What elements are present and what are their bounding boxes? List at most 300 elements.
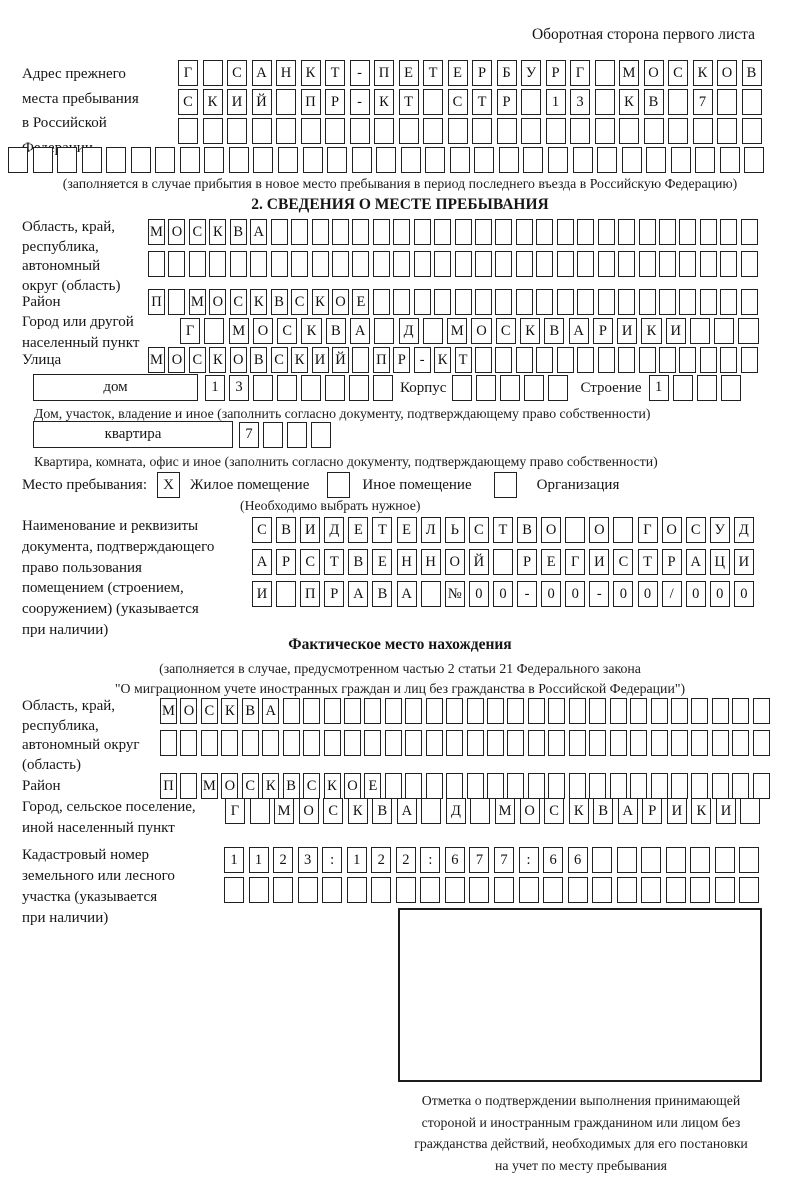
s2-rayon-label: Район xyxy=(22,294,61,310)
char-cell: 0 xyxy=(638,581,658,607)
char-cell: К xyxy=(569,798,589,824)
label-line: республика, xyxy=(22,717,99,734)
cadastral-label xyxy=(22,845,222,929)
char-cell xyxy=(700,289,717,315)
char-cell: М xyxy=(189,289,206,315)
char-cell xyxy=(495,289,512,315)
char-cell: В xyxy=(348,549,368,575)
char-cell: Й xyxy=(332,347,349,373)
char-cell xyxy=(577,251,594,277)
char-cell xyxy=(651,730,668,756)
korpus-grid xyxy=(452,375,568,401)
label-line: автономный округ xyxy=(22,737,140,753)
char-cell xyxy=(82,147,102,173)
char-cell xyxy=(230,251,247,277)
char-cell xyxy=(617,877,637,903)
char-cell: И xyxy=(617,318,637,344)
char-cell xyxy=(639,347,656,373)
char-cell xyxy=(467,698,484,724)
char-cell xyxy=(352,251,369,277)
char-cell xyxy=(474,147,494,173)
char-cell: Т xyxy=(324,549,344,575)
char-cell xyxy=(715,877,735,903)
section3-title: Фактическое место нахождения xyxy=(288,636,512,653)
char-cell xyxy=(744,147,764,173)
char-cell xyxy=(639,251,656,277)
label-line: Область, край, xyxy=(22,219,116,235)
char-cell xyxy=(690,318,710,344)
char-cell: С xyxy=(668,60,688,86)
char-cell xyxy=(753,730,770,756)
char-cell xyxy=(476,375,496,401)
char-cell xyxy=(324,730,341,756)
char-cell xyxy=(494,877,514,903)
char-cell xyxy=(679,219,696,245)
char-cell xyxy=(426,698,443,724)
char-cell: Й xyxy=(469,549,489,575)
char-cell: И xyxy=(716,798,736,824)
char-cell xyxy=(168,251,185,277)
char-cell xyxy=(301,375,321,401)
label-line: при наличии) xyxy=(22,621,109,638)
label-line: при наличии) xyxy=(22,910,109,926)
char-row xyxy=(178,89,762,115)
char-cell: О xyxy=(717,60,737,86)
prev-address-overflow-grid xyxy=(8,147,764,173)
char-cell: О xyxy=(332,289,349,315)
char-cell xyxy=(568,877,588,903)
label-line: Город, сельское поселение, xyxy=(22,799,196,815)
char-cell: Т xyxy=(455,347,472,373)
char-cell xyxy=(455,219,472,245)
label-line: республика, xyxy=(22,238,99,255)
char-cell xyxy=(690,877,710,903)
char-cell: А xyxy=(252,60,272,86)
char-cell xyxy=(598,251,615,277)
char-cell xyxy=(393,251,410,277)
char-cell: Д xyxy=(324,517,344,543)
char-cell xyxy=(487,730,504,756)
char-cell xyxy=(651,698,668,724)
section2-title: 2. СВЕДЕНИЯ О МЕСТЕ ПРЕБЫВАНИЯ xyxy=(251,196,549,213)
char-cell xyxy=(738,318,758,344)
char-cell: С xyxy=(227,60,247,86)
char-cell xyxy=(291,251,308,277)
char-cell xyxy=(507,773,524,799)
char-cell: И xyxy=(227,89,247,115)
char-cell: С xyxy=(178,89,198,115)
house-box: дом xyxy=(33,374,198,401)
char-cell xyxy=(371,877,391,903)
char-cell xyxy=(595,60,615,86)
char-cell xyxy=(659,251,676,277)
char-cell xyxy=(516,251,533,277)
char-cell: С xyxy=(201,698,218,724)
char-row xyxy=(178,118,762,144)
char-cell: К xyxy=(291,347,308,373)
stay-type-row xyxy=(22,472,619,498)
char-cell xyxy=(639,219,656,245)
char-row xyxy=(224,877,759,903)
char-cell xyxy=(521,89,541,115)
char-row xyxy=(452,375,568,401)
char-cell: 0 xyxy=(613,581,633,607)
char-cell xyxy=(497,118,517,144)
char-cell xyxy=(487,698,504,724)
char-cell: Т xyxy=(372,517,392,543)
char-cell xyxy=(373,375,393,401)
char-cell xyxy=(385,698,402,724)
char-cell xyxy=(396,877,416,903)
char-cell xyxy=(598,219,615,245)
char-cell: В xyxy=(230,219,247,245)
char-cell xyxy=(271,219,288,245)
char-cell xyxy=(597,147,617,173)
char-cell xyxy=(548,773,565,799)
char-cell: В xyxy=(372,581,392,607)
label-line: Наименование и реквизиты xyxy=(22,518,199,534)
char-cell: С xyxy=(496,318,516,344)
char-row xyxy=(252,549,754,575)
char-cell: Т xyxy=(399,89,419,115)
char-cell xyxy=(364,730,381,756)
char-cell: Е xyxy=(364,773,381,799)
char-cell xyxy=(276,89,296,115)
s3-gorod-grid xyxy=(225,798,760,824)
char-cell xyxy=(324,698,341,724)
char-cell: - xyxy=(350,60,370,86)
char-cell xyxy=(720,219,737,245)
char-cell xyxy=(421,798,441,824)
char-row xyxy=(649,375,741,401)
char-cell xyxy=(434,251,451,277)
char-cell xyxy=(695,147,715,173)
char-cell: Л xyxy=(421,517,441,543)
char-cell: Е xyxy=(397,517,417,543)
label-line: на учет по месту пребывания xyxy=(495,1157,667,1173)
char-cell: О xyxy=(471,318,491,344)
char-row xyxy=(205,375,393,401)
char-cell xyxy=(249,877,269,903)
char-cell xyxy=(666,847,686,873)
s2-street-label: Улица xyxy=(22,352,62,368)
char-cell xyxy=(312,219,329,245)
char-cell: П xyxy=(374,60,394,86)
char-cell xyxy=(277,375,297,401)
char-cell xyxy=(446,730,463,756)
char-cell: 1 xyxy=(546,89,566,115)
label-line: автономный xyxy=(22,258,101,274)
char-cell xyxy=(327,147,347,173)
char-cell xyxy=(405,698,422,724)
char-row xyxy=(160,773,770,799)
char-cell: К xyxy=(374,89,394,115)
prev-address-grid xyxy=(178,60,762,144)
char-cell xyxy=(57,147,77,173)
char-cell xyxy=(617,847,637,873)
char-cell xyxy=(536,289,553,315)
char-cell xyxy=(301,118,321,144)
label-line: (заполняется в случае, предусмотренном частью 2 статьи 21 Федерального закона xyxy=(159,661,641,676)
char-cell: 7 xyxy=(469,847,489,873)
char-cell: О xyxy=(662,517,682,543)
char-cell: А xyxy=(618,798,638,824)
char-cell xyxy=(414,251,431,277)
char-cell: Н xyxy=(421,549,441,575)
char-cell xyxy=(393,289,410,315)
char-cell xyxy=(673,375,693,401)
char-cell: Р xyxy=(593,318,613,344)
char-cell: П xyxy=(160,773,177,799)
char-cell xyxy=(613,517,633,543)
char-cell: С xyxy=(686,517,706,543)
char-cell: О xyxy=(209,289,226,315)
char-cell xyxy=(364,698,381,724)
char-cell: М xyxy=(447,318,467,344)
char-cell xyxy=(250,798,270,824)
char-cell: Е xyxy=(352,289,369,315)
char-row xyxy=(180,318,759,344)
char-cell xyxy=(720,147,740,173)
char-cell: В xyxy=(242,698,259,724)
char-cell xyxy=(446,698,463,724)
char-cell: В xyxy=(593,798,613,824)
char-cell xyxy=(569,773,586,799)
char-cell xyxy=(180,773,197,799)
char-cell: 2 xyxy=(273,847,293,873)
char-row xyxy=(148,251,758,277)
char-cell xyxy=(569,698,586,724)
char-cell xyxy=(741,251,758,277)
char-cell xyxy=(250,251,267,277)
char-cell xyxy=(423,89,443,115)
char-cell: : xyxy=(420,847,440,873)
char-cell xyxy=(741,289,758,315)
char-cell: К xyxy=(203,89,223,115)
char-cell xyxy=(671,730,688,756)
char-cell: С xyxy=(277,318,297,344)
char-cell: В xyxy=(326,318,346,344)
char-cell xyxy=(528,773,545,799)
char-cell xyxy=(291,219,308,245)
char-cell: К xyxy=(693,60,713,86)
char-cell xyxy=(487,773,504,799)
char-cell xyxy=(373,251,390,277)
char-cell: - xyxy=(517,581,537,607)
char-cell: Р xyxy=(517,549,537,575)
char-cell: Ц xyxy=(710,549,730,575)
char-cell: С xyxy=(230,289,247,315)
char-cell: И xyxy=(666,318,686,344)
label-line: населенный пункт xyxy=(22,335,140,351)
char-cell xyxy=(106,147,126,173)
char-cell: 1 xyxy=(347,847,367,873)
char-cell xyxy=(697,375,717,401)
char-cell: С xyxy=(271,347,288,373)
char-cell xyxy=(344,730,361,756)
label-line: "О миграционном учете иностранных граждан и лиц без гражданства в Российской Федерации") xyxy=(114,681,686,696)
char-cell xyxy=(516,289,533,315)
char-cell: М xyxy=(495,798,515,824)
char-cell xyxy=(155,147,175,173)
char-cell xyxy=(421,581,441,607)
char-cell xyxy=(278,147,298,173)
char-cell: 7 xyxy=(239,422,259,448)
char-cell xyxy=(671,698,688,724)
residential-label: Жилое помещение xyxy=(190,477,310,493)
char-cell xyxy=(426,773,443,799)
char-cell xyxy=(548,730,565,756)
char-cell: К xyxy=(262,773,279,799)
char-cell: М xyxy=(148,347,165,373)
char-cell xyxy=(712,698,729,724)
char-cell: - xyxy=(350,89,370,115)
char-cell xyxy=(276,581,296,607)
apartment-row xyxy=(33,421,331,448)
char-cell xyxy=(715,847,735,873)
char-cell: 1 xyxy=(649,375,669,401)
char-cell xyxy=(516,347,533,373)
char-cell: Д xyxy=(399,318,419,344)
char-cell xyxy=(516,219,533,245)
char-cell: О xyxy=(541,517,561,543)
char-cell xyxy=(565,517,585,543)
char-cell: Р xyxy=(276,549,296,575)
char-cell xyxy=(671,147,691,173)
other-premises-label: Иное помещение xyxy=(362,477,472,493)
char-cell xyxy=(720,289,737,315)
char-cell: Т xyxy=(325,60,345,86)
page-header-note: Оборотная сторона первого листа xyxy=(531,26,755,43)
label-line: право пользования xyxy=(22,559,142,576)
char-cell: К xyxy=(520,318,540,344)
char-cell: О xyxy=(221,773,238,799)
char-cell xyxy=(33,147,53,173)
char-cell: С xyxy=(613,549,633,575)
char-cell xyxy=(495,347,512,373)
char-cell: И xyxy=(312,347,329,373)
char-cell: О xyxy=(589,517,609,543)
char-cell: С xyxy=(469,517,489,543)
char-cell xyxy=(303,698,320,724)
char-cell xyxy=(499,147,519,173)
char-cell xyxy=(414,289,431,315)
char-cell xyxy=(548,147,568,173)
label-line: Кадастровый номер xyxy=(22,847,149,863)
char-cell: С xyxy=(252,517,272,543)
char-cell xyxy=(131,147,151,173)
char-row xyxy=(160,730,770,756)
char-cell xyxy=(467,773,484,799)
char-cell: В xyxy=(544,318,564,344)
char-cell xyxy=(536,219,553,245)
char-cell xyxy=(467,730,484,756)
char-cell xyxy=(475,289,492,315)
char-cell xyxy=(475,219,492,245)
char-cell: 1 xyxy=(205,375,225,401)
char-cell: Й xyxy=(252,89,272,115)
char-cell xyxy=(721,375,741,401)
house-row xyxy=(33,374,741,401)
char-cell xyxy=(739,847,759,873)
s2-oblast-grid xyxy=(148,219,758,277)
char-cell: О xyxy=(168,219,185,245)
s2-oblast-label xyxy=(22,218,152,296)
stamp-box xyxy=(398,908,762,1082)
char-cell xyxy=(495,251,512,277)
char-cell xyxy=(385,773,402,799)
char-cell xyxy=(475,251,492,277)
char-cell: Т xyxy=(423,60,443,86)
char-cell xyxy=(298,877,318,903)
char-cell: С xyxy=(189,347,206,373)
char-cell xyxy=(401,147,421,173)
char-cell xyxy=(262,730,279,756)
char-cell xyxy=(311,422,331,448)
char-cell: М xyxy=(619,60,639,86)
s3-oblast-label xyxy=(22,697,157,775)
char-cell: И xyxy=(667,798,687,824)
char-cell: А xyxy=(250,219,267,245)
char-row xyxy=(160,698,770,724)
stroenie-grid xyxy=(649,375,741,401)
char-cell xyxy=(528,730,545,756)
house-note: Дом, участок, владение и иное (заполнить согласно документу, подтверждающему право собственности) xyxy=(34,406,651,421)
char-cell xyxy=(160,730,177,756)
char-cell xyxy=(641,877,661,903)
char-cell: Е xyxy=(399,60,419,86)
char-cell: А xyxy=(252,549,272,575)
char-cell: 0 xyxy=(541,581,561,607)
char-cell xyxy=(639,289,656,315)
apartment-note: Квартира, комната, офис и иное (заполнить согласно документу, подтверждающему право собственности) xyxy=(34,454,658,469)
char-cell xyxy=(570,118,590,144)
s3-gorod-label xyxy=(22,797,227,839)
s3-oblast-grid xyxy=(160,698,770,756)
char-cell xyxy=(399,118,419,144)
char-cell: 6 xyxy=(568,847,588,873)
char-cell: С xyxy=(300,549,320,575)
char-cell xyxy=(646,147,666,173)
char-cell: О xyxy=(344,773,361,799)
char-cell: Р xyxy=(642,798,662,824)
char-cell: 0 xyxy=(565,581,585,607)
checkbox-other-premises xyxy=(327,472,350,498)
label-line: (область) xyxy=(22,756,81,773)
char-cell xyxy=(373,219,390,245)
char-cell xyxy=(610,730,627,756)
char-cell xyxy=(242,730,259,756)
char-cell xyxy=(445,877,465,903)
char-cell xyxy=(577,219,594,245)
char-cell: А xyxy=(569,318,589,344)
char-cell: А xyxy=(397,798,417,824)
char-cell xyxy=(349,375,369,401)
char-cell xyxy=(332,219,349,245)
checkbox-organization xyxy=(494,472,517,498)
char-cell: С xyxy=(189,219,206,245)
char-cell xyxy=(374,318,394,344)
char-cell xyxy=(671,773,688,799)
char-cell xyxy=(263,422,283,448)
char-cell: 1 xyxy=(224,847,244,873)
char-cell xyxy=(700,219,717,245)
char-cell xyxy=(557,289,574,315)
char-row xyxy=(252,517,754,543)
char-cell xyxy=(209,251,226,277)
char-cell: В xyxy=(276,517,296,543)
label-line: Область, край, xyxy=(22,698,116,714)
